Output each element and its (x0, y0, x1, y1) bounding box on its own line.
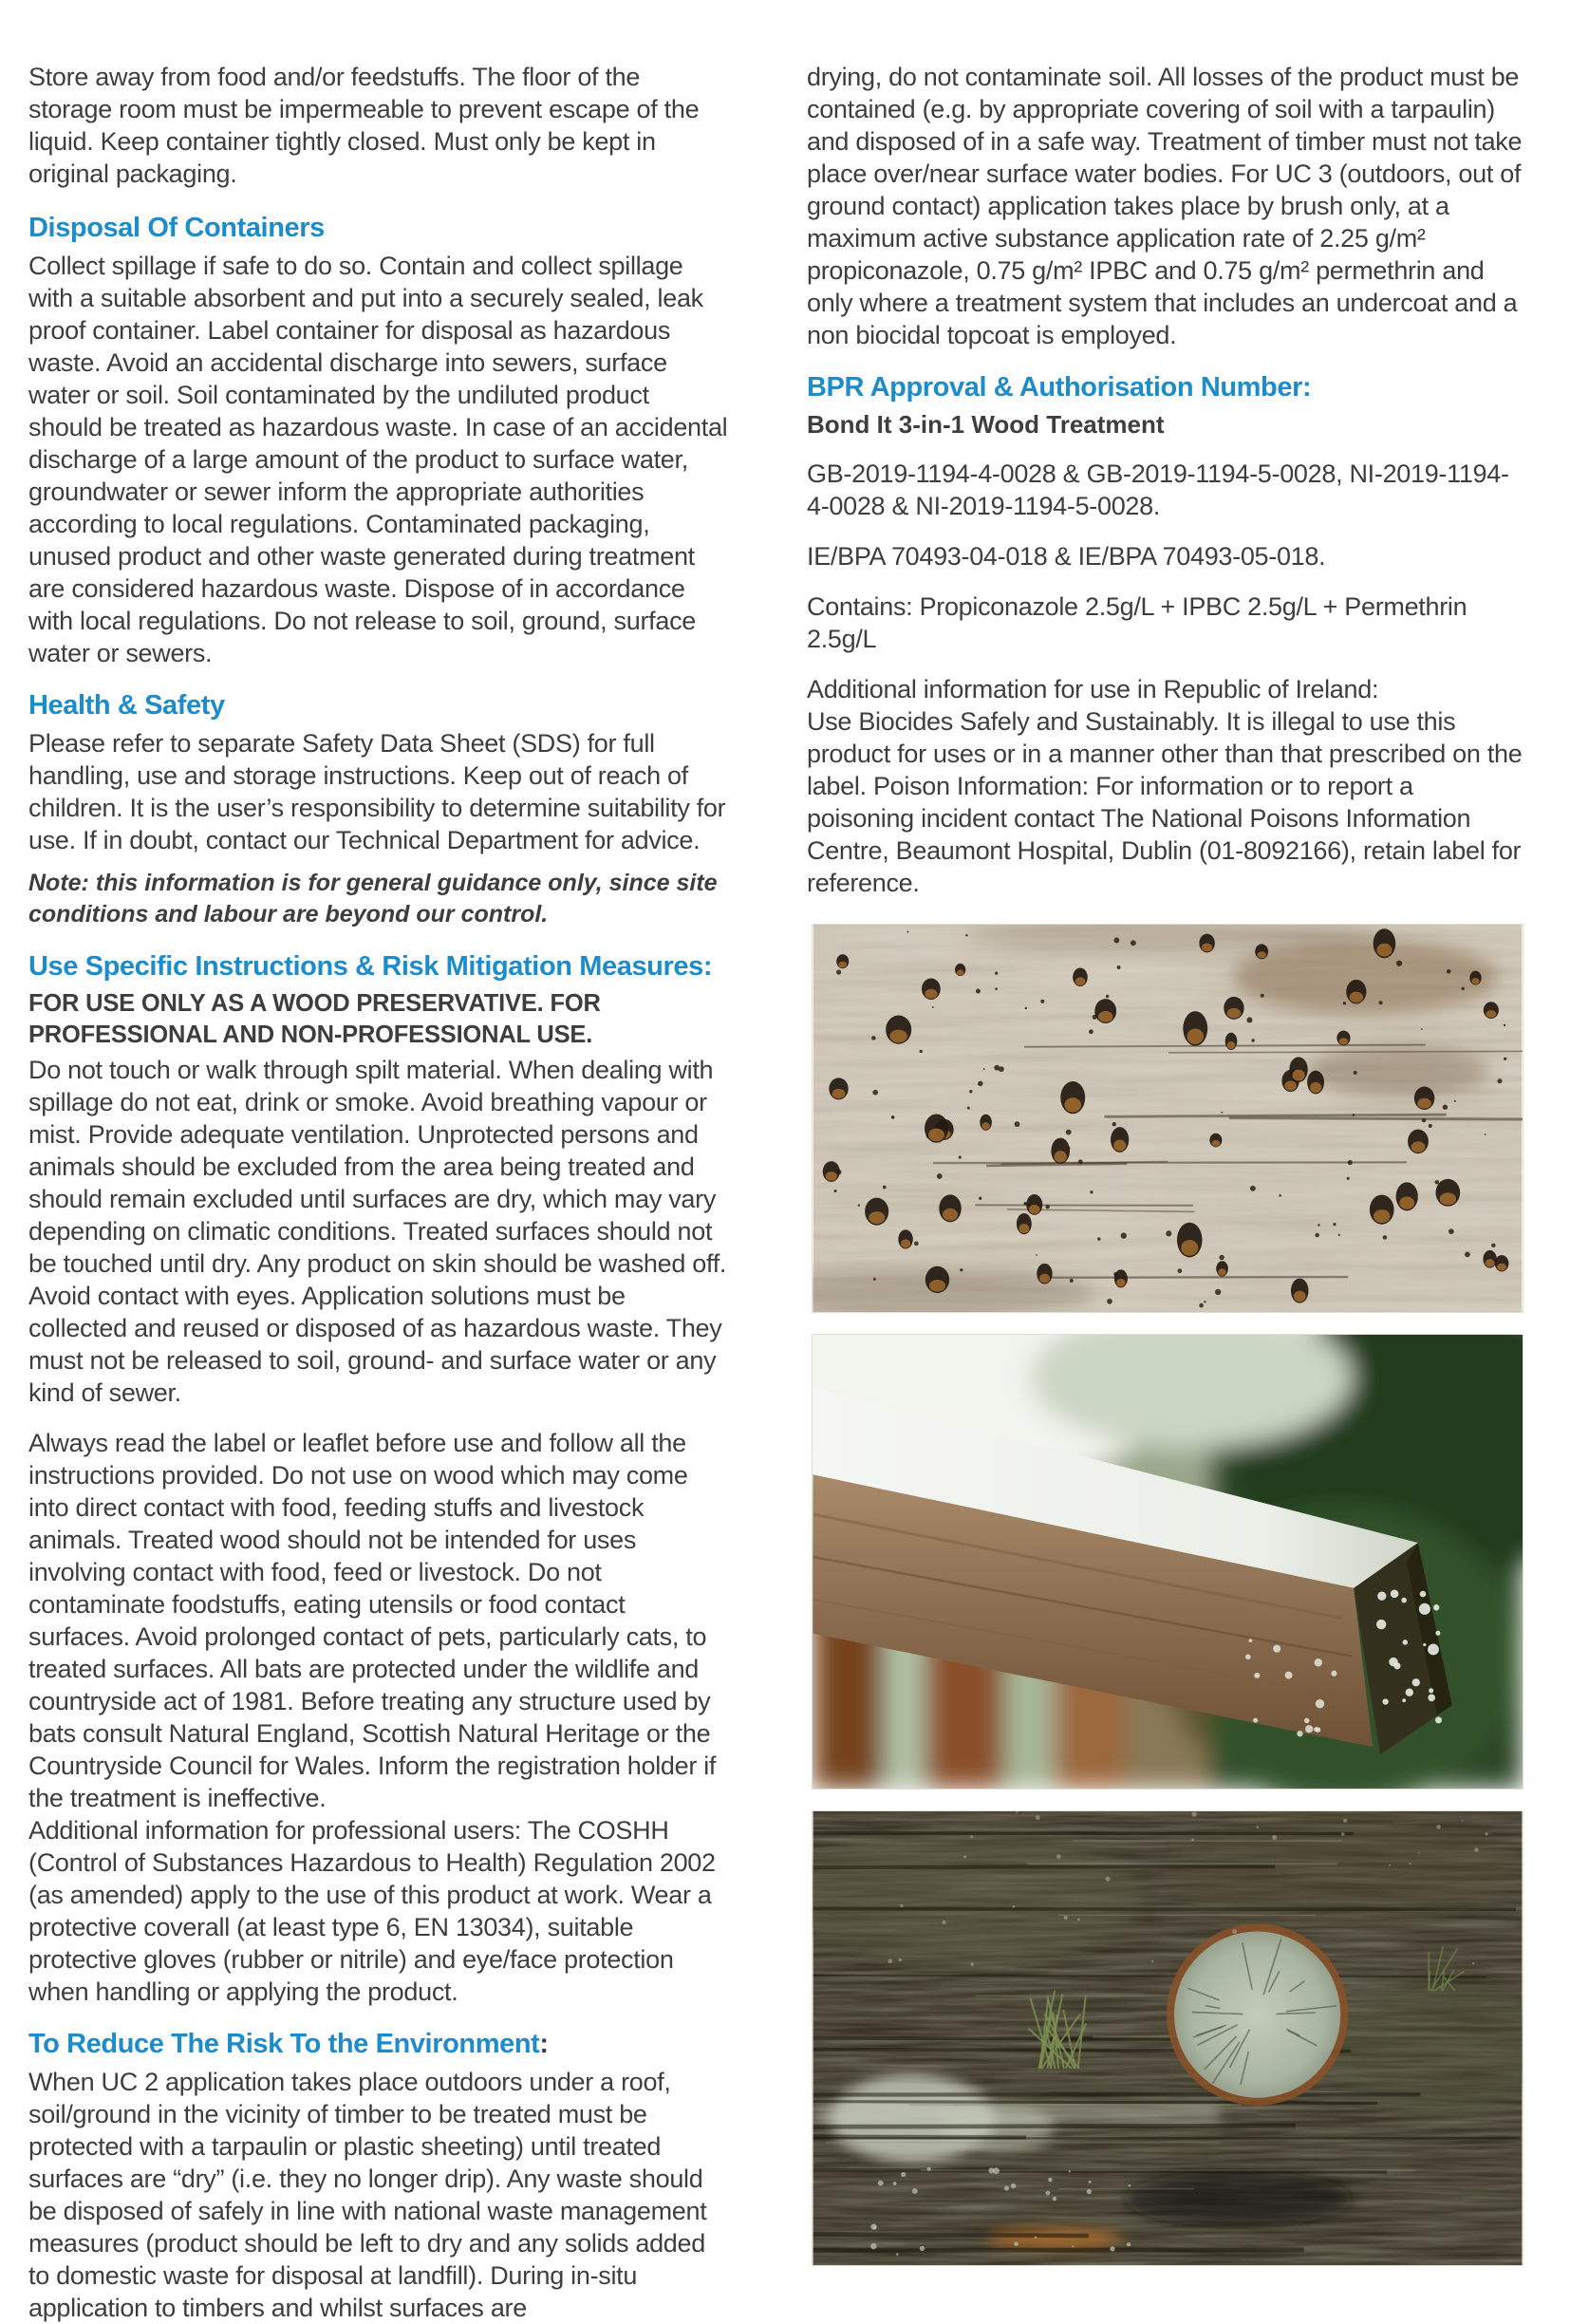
photo-woodworm-damaged-wood (812, 924, 1523, 1313)
disposal-paragraph: Collect spillage if safe to do so. Contain and collect spillage with a suitable absorbent and put into a securely sealed, leak proof container. Label container for disposal as hazardous waste. Avoid an accidental discharge into sewers, surface water or soil. Soil contaminated by the undiluted product should be treated as hazardous waste. In case of an accidental discharge of a large amount of the product to surface water, groundwater or sewer inform the appropriate authorities according to local regulations. Contaminated packaging, unused product and other waste generated during treatment are considered hazardous waste. Dispose of in accordance with local regulations. Do not release to soil, ground, surface water or sewers. (28, 250, 729, 669)
authorisation-numbers-ie: IE/BPA 70493-04-018 & IE/BPA 70493-05-018. (807, 540, 1524, 572)
left-column (28, 0, 729, 2324)
wood-preservative-statement: FOR USE ONLY AS A WOOD PRESERVATIVE. FOR PROFESSIONAL AND NON-PROFESSIONAL USE. (28, 988, 729, 1051)
bpr-approval-heading: BPR Approval & Authorisation Number: (807, 370, 1524, 405)
rail-photo-illustration (812, 1334, 1523, 1790)
drying-paragraph: drying, do not contaminate soil. All losses of the product must be contained (e.g. by appropriate covering of soil with a tarpaulin) and disposed of in a safe way. Treatment of timber must not take place over/near surface water bodies. For UC 3 (outdoors, out of ground contact) application takes place by brush only, at a maximum active substance application rate of 2.25 g/m² propiconazole, 0.75 g/m² IPBC and 0.75 g/m² permethrin and only where a treatment system that includes an undercoat and a non biocidal topcoat is employed. (807, 61, 1524, 351)
photo-decayed-mossy-timber (812, 1810, 1523, 2266)
use-instructions-paragraph-3: Additional information for professional users: The COSHH (Control of Substances Hazardous to Health) Regulation 2002 (as amended) apply to the use of this product at work. Wear a protective coverall (at least type 6, EN 13034), suitable protective gloves (rubber or nitrile) and eye/face protection when handling or applying the product. (28, 1814, 729, 2008)
use-specific-instructions-heading: Use Specific Instructions & Risk Mitigation Measures: (28, 949, 729, 984)
environment-paragraph: When UC 2 application takes place outdoors under a roof, soil/ground in the vicinity of timber to be treated must be protected with a tarpaulin or plastic sheeting) until treated surfaces are “dry” (i.e. they no longer drip). Any waste should be disposed of safely in line with national waste management measures (product should be left to dry and any solids added to domestic waste for disposal at landfill). During in-situ application to timbers and whilst surfaces are (28, 2066, 729, 2324)
ireland-info-paragraph: Use Biocides Safely and Sustainably. It is illegal to use this product for uses or in a manner other than that prescribed on the label. Poison Information: For information or to report a poisoning incident contact The National Poisons Information Centre, Beaumont Hospital, Dublin (01-8092166), retain label for reference. (807, 705, 1524, 899)
ireland-info-title: Additional information for use in Republic of Ireland: (807, 673, 1524, 705)
woodworm-photo-illustration (812, 924, 1523, 1313)
lichen-patch (1174, 1931, 1340, 2097)
storage-paragraph: Store away from food and/or feedstuffs. The floor of the storage room must be impermeable to prevent escape of the liquid. Keep container tightly closed. Must only be kept in original packaging. (28, 61, 729, 190)
guidance-note: Note: this information is for general guidance only, since site conditions and labour are beyond our control. (28, 868, 729, 930)
health-and-safety-paragraph: Please refer to separate Safety Data Sheet (SDS) for full handling, use and storage instructions. Keep out of reach of children. It is the user’s responsibility to determine suitability for use. If in doubt, contact our Technical Department for advice. (28, 727, 729, 856)
disposal-of-containers-heading: Disposal Of Containers (28, 211, 729, 246)
health-and-safety-heading: Health & Safety (28, 688, 729, 723)
contains-statement: Contains: Propiconazole 2.5g/L + IPBC 2.5g/L + Permethrin 2.5g/L (807, 590, 1524, 655)
authorisation-numbers-gb-ni: GB-2019-1194-4-0028 & GB-2019-1194-5-0028, NI-2019-1194-4-0028 & NI-2019-1194-5-0028. (807, 458, 1524, 522)
mossy-timber-photo-illustration (812, 1810, 1523, 2266)
product-name: Bond It 3-in-1 Wood Treatment (807, 409, 1524, 440)
heading-colon: : (539, 2029, 548, 2059)
use-instructions-paragraph-1: Do not touch or walk through spilt material. When dealing with spillage do not eat, drink or smoke. Avoid breathing vapour or mist. Provide adequate ventilation. Unprotected persons and animals should be excluded from the area being treated and should remain excluded until surfaces are dry, which may vary depending on climatic conditions. Treated surfaces should not be touched until dry. Any product on skin should be washed off. Avoid contact with eyes. Application solutions must be collected and reused or disposed of as hazardous waste. They must not be released to soil, ground- and surface water or any kind of sewer. (28, 1054, 729, 1409)
photo-treated-rail-end (812, 1334, 1523, 1790)
use-instructions-paragraph-2: Always read the label or leaflet before use and follow all the instructions provided. Do not use on wood which may come into direct contact with food, feeding stuffs and livestock animals. Treated wood should not be intended for uses involving contact with food, feed or livestock. Do not contaminate foodstuffs, eating utensils or food contact surfaces. Avoid prolonged contact of pets, particularly cats, to treated surfaces. All bats are protected under the wildlife and countryside act of 1981. Before treating any structure used by bats consult Natural England, Scottish Natural Heritage or the Countryside Council for Wales. Inform the registration holder if the treatment is ineffective. (28, 1427, 729, 1814)
right-column (807, 0, 1524, 2287)
reduce-risk-environment-heading: To Reduce The Risk To the Environment: (28, 2027, 729, 2062)
